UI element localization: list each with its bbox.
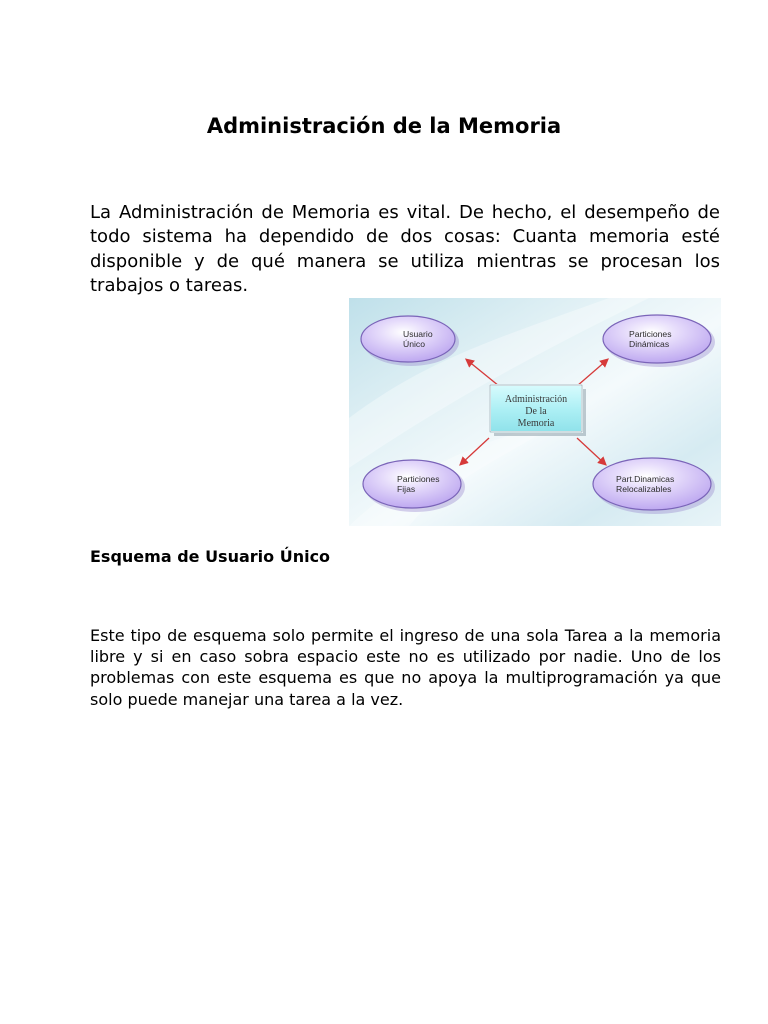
page-title: Administración de la Memoria — [206, 114, 562, 138]
body-paragraph: Este tipo de esquema solo permite el ingreso de una sola Tarea a la memoria libre y si en caso sobra espacio este no es utilizado por nadie. Uno de los problemas con este esquema es que no apoya la multiprogramación ya que solo puede manejar una tarea a la vez. — [90, 626, 721, 709]
node-particiones-dinamicas-line1: Particiones — [629, 329, 672, 339]
center-box-administracion — [490, 385, 586, 436]
node-usuario-unico-line1: Usuario — [403, 329, 433, 339]
intro-paragraph: La Administración de Memoria es vital. De hecho, el desempeño de todo sistema ha dependido de dos cosas: Cuanta memoria esté disponible y de qué manera se utiliza mientras se procesan los trabajos o tareas. — [90, 202, 720, 296]
node-particiones-fijas-line1: Particiones — [397, 474, 440, 484]
node-part-dinamicas-line2: Relocalizables — [616, 484, 672, 494]
node-part-dinamicas-line1: Part.Dinamicas — [616, 474, 675, 484]
center-box-line1: Administración — [504, 394, 568, 405]
memory-management-diagram — [349, 298, 721, 526]
center-box-line2: De la — [525, 406, 547, 417]
center-box-line3: Memoria — [517, 418, 555, 429]
node-particiones-dinamicas-line2: Dinámicas — [629, 339, 670, 349]
node-usuario-unico-line2: Único — [403, 339, 425, 349]
node-particiones-fijas-line2: Fijas — [397, 484, 416, 494]
section-heading-usuario-unico: Esquema de Usuario Único — [90, 547, 331, 566]
